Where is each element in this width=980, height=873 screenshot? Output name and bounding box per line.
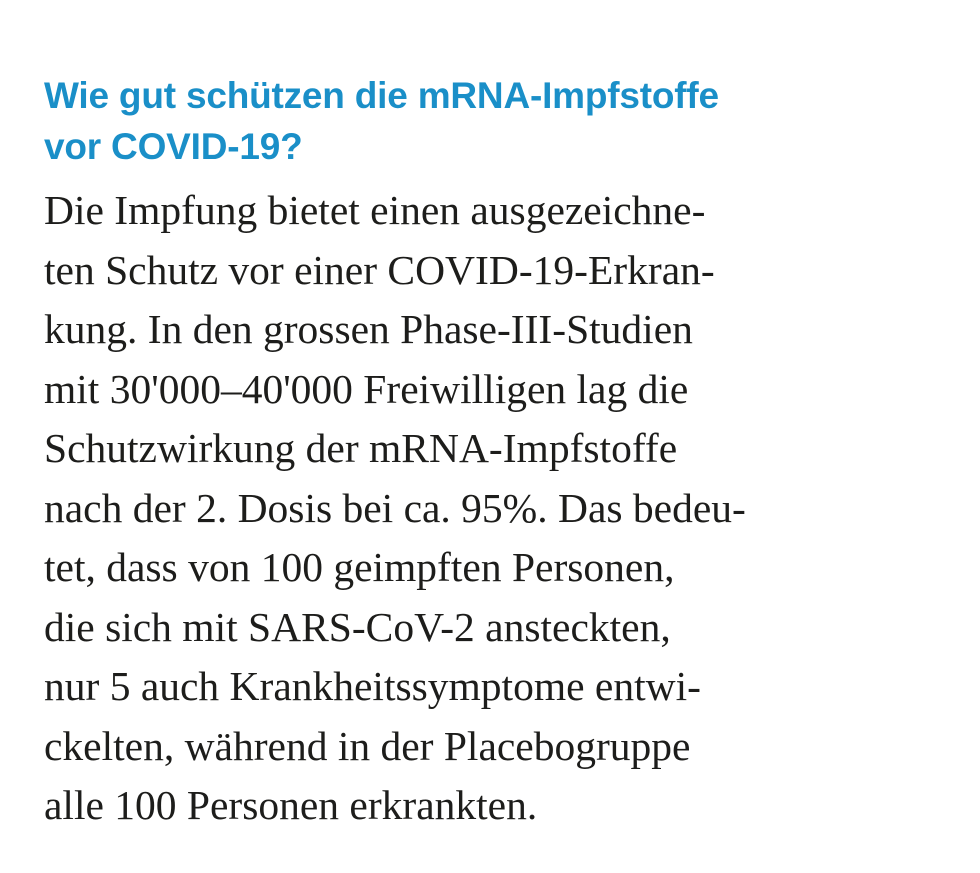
body-line: nach der 2. Dosis bei ca. 95%. Das bedeu- [44, 484, 746, 531]
body-line: Die Impfung bietet einen ausgezeichne- [44, 187, 706, 233]
body-line: tet, dass von 100 geimpften Personen, [44, 544, 675, 590]
body-line: alle 100 Personen erkrankten. [44, 782, 538, 828]
headline-line: vor COVID-19? [44, 126, 303, 167]
headline-line: Wie gut schützen die mRNA-Impfstoffe [44, 75, 719, 116]
article-headline [44, 70, 944, 172]
article-body [44, 181, 944, 836]
body-line: die sich mit SARS-CoV-2 ansteckten, [44, 603, 671, 650]
body-line: nur 5 auch Krankheitssymptome entwi- [44, 663, 701, 709]
body-line: ckelten, während in der Placebogruppe [44, 722, 691, 769]
body-line: mit 30'000–40'000 Freiwilligen lag die [44, 365, 689, 412]
body-line: kung. In den grossen Phase-III-Studien [44, 306, 693, 352]
body-line: ten Schutz vor einer COVID-19-Erkran- [44, 246, 715, 293]
body-line: Schutzwirkung der mRNA-Impfstoffe [44, 425, 678, 471]
article [44, 70, 944, 836]
